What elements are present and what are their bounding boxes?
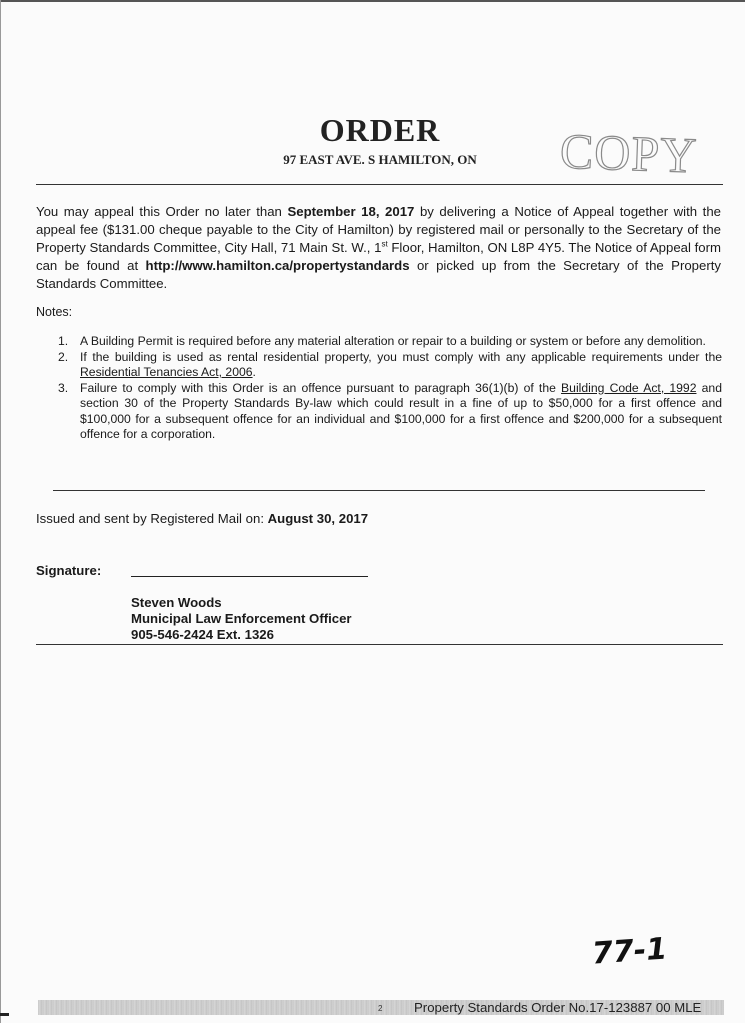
appeal-url: http://www.hamilton.ca/propertystandards — [145, 258, 410, 273]
header-divider — [36, 184, 723, 185]
appeal-text-3: Floor, Hamilton, ON L8P 4Y5. The Notice of Appeal form can be found at — [36, 240, 721, 273]
notes-label: Notes: — [36, 305, 73, 319]
signature-line — [131, 576, 368, 577]
property-address: 97 EAST AVE. S HAMILTON, ON — [283, 152, 477, 167]
officer-name: Steven Woods — [131, 595, 222, 610]
note-text: If the building is used as rental residential property, you must comply with any applicable requirements under the — [80, 349, 722, 364]
note-text-after: . — [252, 365, 256, 379]
appeal-deadline: September 18, 2017 — [287, 204, 415, 219]
residential-tenancies-act-reference: Residential Tenancies Act, 2006 — [80, 365, 253, 379]
signature-divider — [36, 644, 723, 645]
notes-divider — [53, 490, 705, 491]
note-number: 1. — [58, 334, 69, 348]
issued-label: Issued and sent by Registered Mail on: — [36, 511, 268, 526]
appeal-paragraph — [36, 203, 721, 293]
signature-label: Signature: — [36, 563, 102, 578]
note-text: Failure to comply with this Order is an offence pursuant to paragraph 36(1)(b) of the — [80, 380, 562, 395]
note-item-1 — [36, 334, 722, 350]
document-title: ORDER — [319, 112, 441, 148]
page-left-edge — [0, 0, 1, 1023]
note-number: 3. — [58, 380, 69, 395]
note-number: 2. — [58, 349, 69, 364]
issued-date: August 30, 2017 — [267, 511, 369, 526]
officer-title: Municipal Law Enforcement Officer — [131, 611, 352, 626]
building-code-act-reference: Building Code Act, 1992 — [561, 380, 697, 395]
note-text: A Building Permit is required before any material alteration or repair to a building or system or before any demolition. — [80, 334, 706, 348]
footer-order-number: Property Standards Order No.17-123887 00 MLE — [414, 1000, 702, 1015]
scan-edge-mark — [0, 1013, 9, 1016]
officer-block — [131, 595, 352, 643]
copy-stamp: COPY — [559, 122, 699, 184]
note-item-3 — [36, 381, 722, 443]
issued-line — [36, 511, 368, 526]
page-top-edge — [0, 0, 745, 2]
note-item-2 — [36, 350, 722, 381]
footer-page-number: 2 — [378, 1004, 383, 1013]
officer-phone: 905-546-2424 Ext. 1326 — [131, 627, 274, 642]
note-text-after: and section 30 of the Property Standards By-law which could result in a fine of up to $50,000 for a first offence and $100,000 for a subsequent offence for an individual and $100,000 for a first offence and $200,000 for a subsequent offence for a corporation. — [80, 380, 722, 441]
appeal-text-2: by delivering a Notice of Appeal together with the appeal fee ($131.00 cheque payable to the City of Hamilton) by registered mail or personally to the Secretary of the Property Standards Committee, City Hall, 71 Main St. W., 1 — [36, 204, 721, 255]
notes-list — [36, 334, 722, 443]
appeal-text-4: or picked up from the Secretary of the Property Standards Committee. — [36, 258, 721, 291]
handwritten-annotation: 77-1 — [590, 931, 669, 972]
floor-superscript: st — [381, 239, 388, 249]
appeal-text-1: You may appeal this Order no later than — [36, 204, 288, 219]
